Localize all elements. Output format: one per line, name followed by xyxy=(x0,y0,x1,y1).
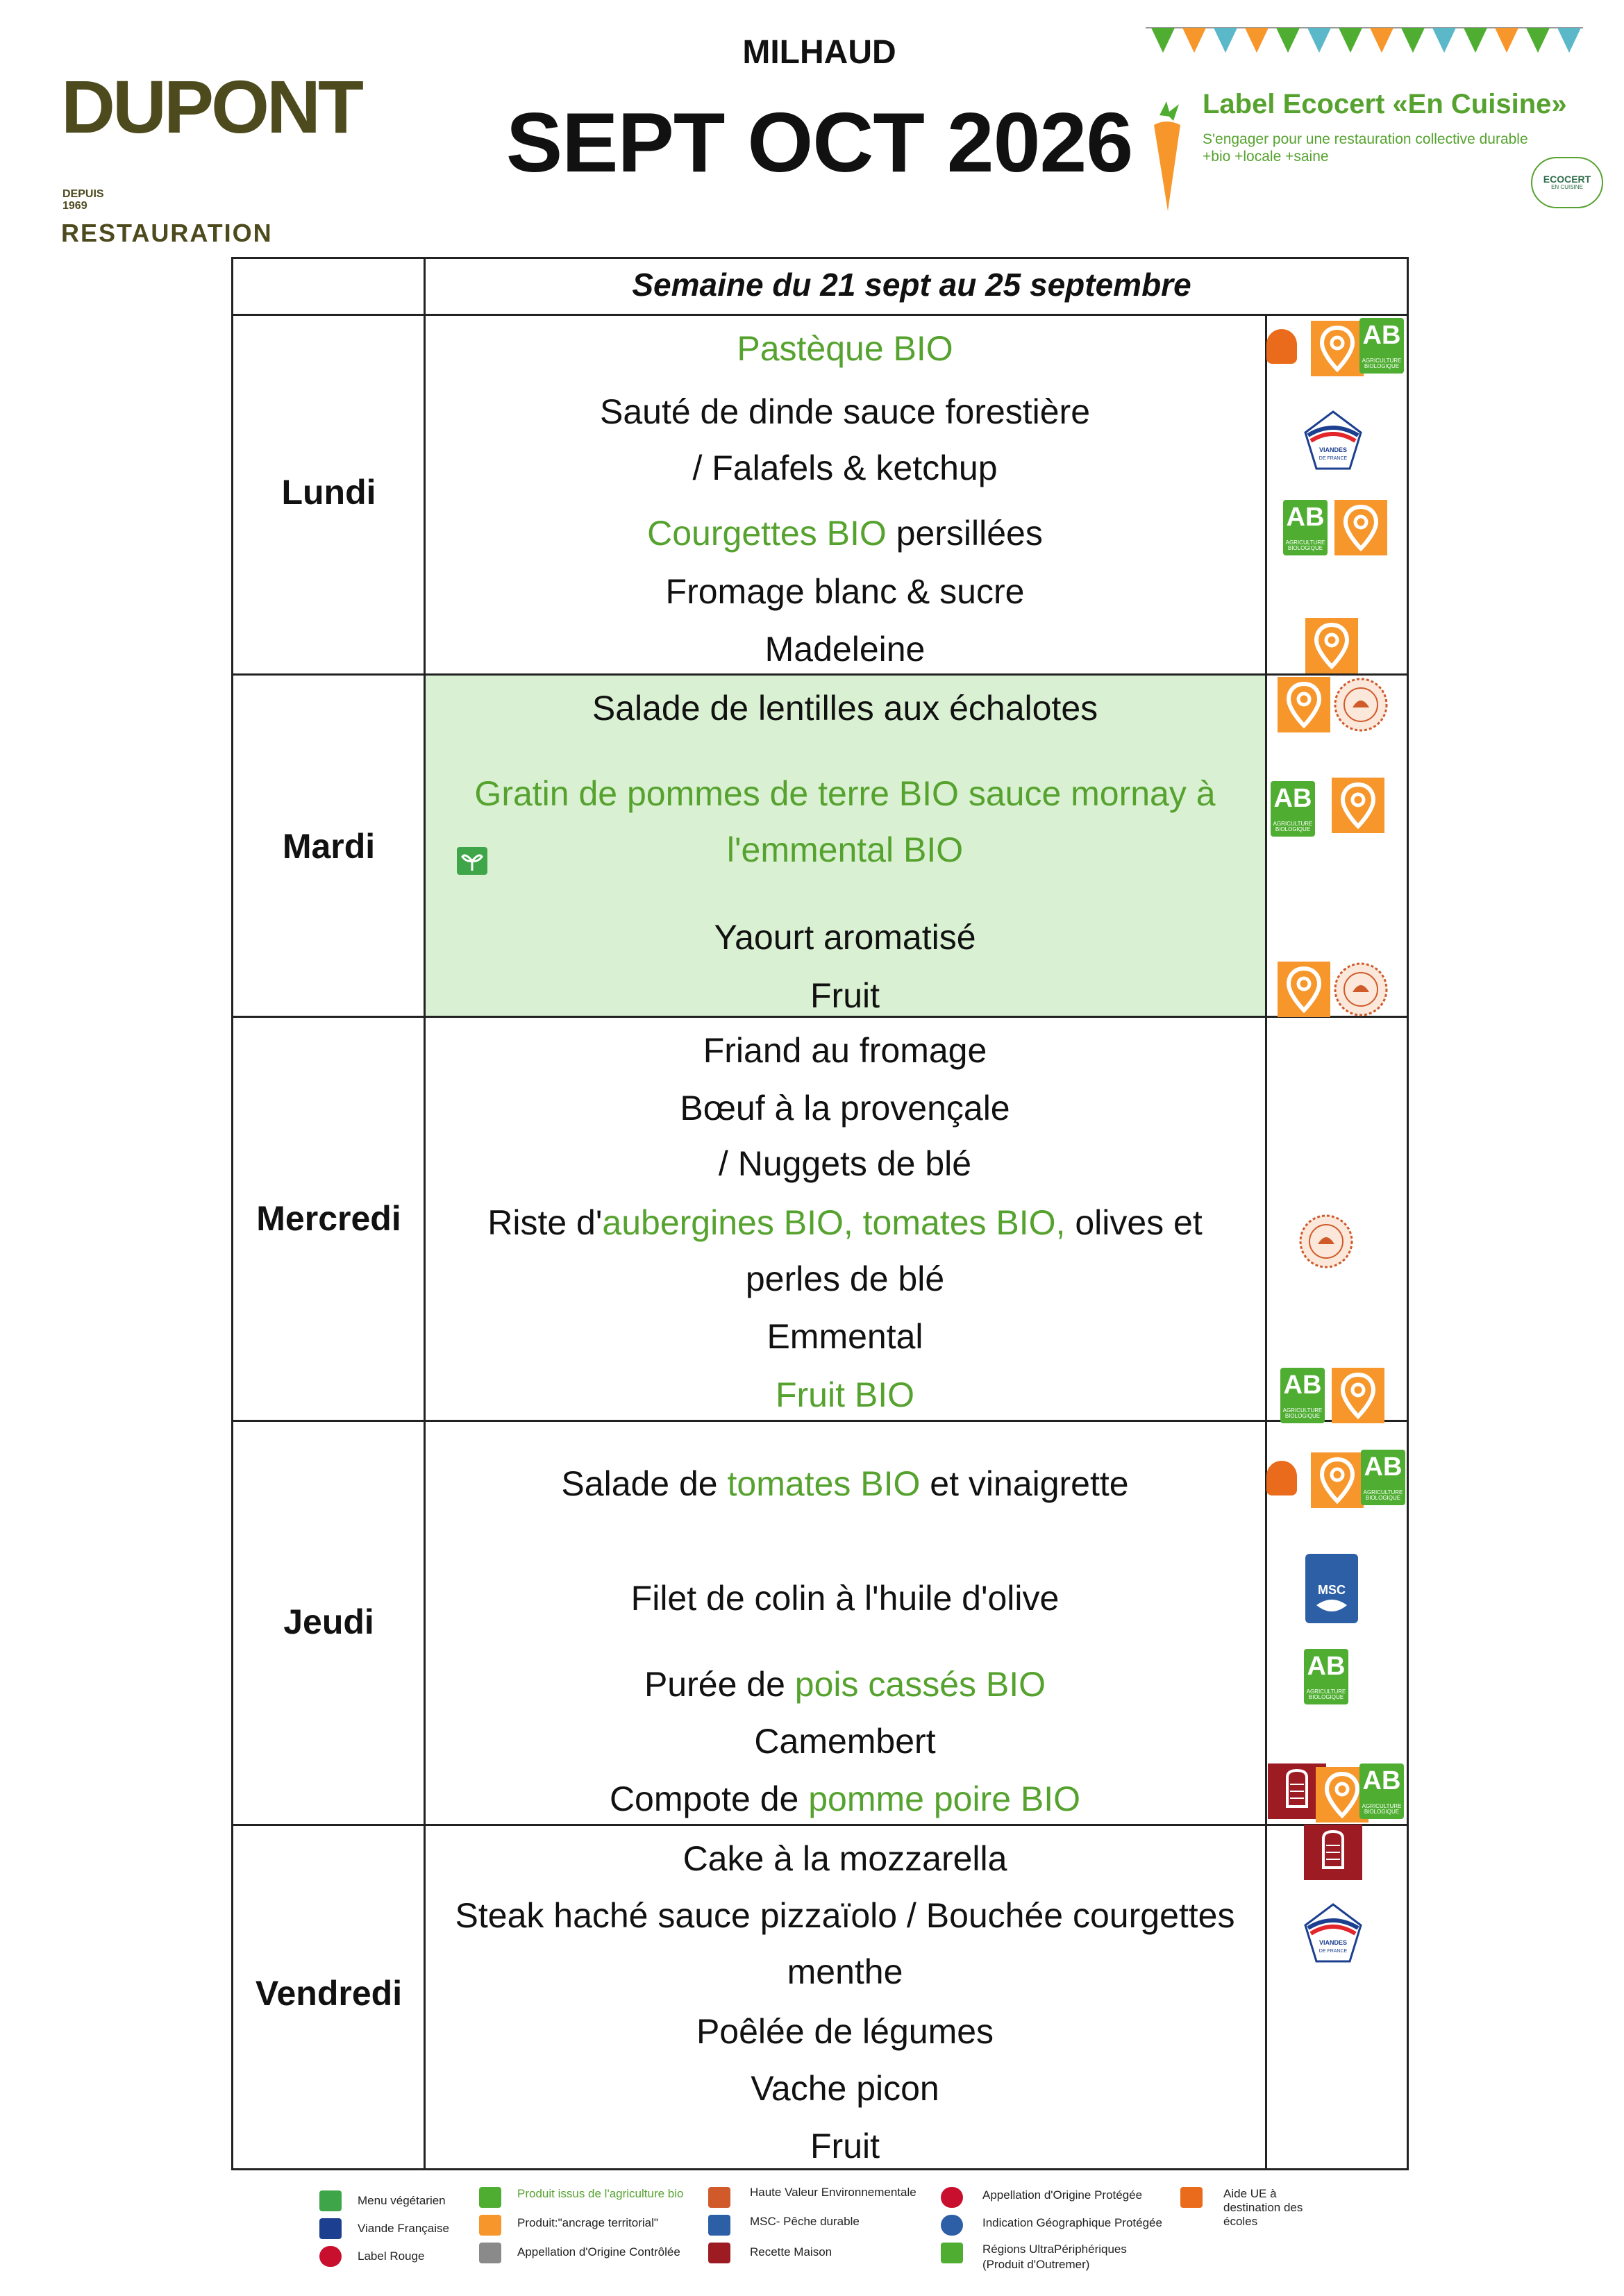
logo-wordmark: DUPONT xyxy=(61,65,361,149)
week-title: Semaine du 21 sept au 25 septembre xyxy=(632,267,1191,303)
territorial-anchor-icon xyxy=(479,2215,501,2236)
bio-ingredient: aubergines BIO, tomates BIO, xyxy=(602,1203,1066,1242)
bio-ingredient: l'emmental BIO xyxy=(726,830,964,869)
organic-ab-icon: AB AGRICULTURE BIOLOGIQUE xyxy=(1283,500,1328,555)
label-rouge-icon xyxy=(319,2246,342,2267)
dish-text: Madeleine xyxy=(764,630,926,669)
dish-line xyxy=(425,822,1265,878)
day-label-jeudi: Jeudi xyxy=(283,1602,374,1641)
logo-since: DEPUIS 1969 xyxy=(62,188,104,212)
legend-label: Haute Valeur Environnementale xyxy=(750,2186,916,2199)
svg-text:VIANDES: VIANDES xyxy=(1319,446,1348,453)
dish-line xyxy=(425,1195,1265,1250)
dish-line xyxy=(425,1251,1265,1307)
legend-label: Appellation d'Origine Contrôlée xyxy=(517,2245,680,2259)
bunting-flags-icon xyxy=(1146,25,1583,60)
dish-line xyxy=(425,1080,1265,1136)
territorial-anchor-icon xyxy=(1311,321,1364,376)
hve-icon xyxy=(708,2187,730,2208)
dish-text: Salade de xyxy=(561,1464,728,1503)
hve-icon xyxy=(1298,1214,1354,1269)
dish-line xyxy=(425,384,1265,439)
fruits-vegetables-icon xyxy=(1266,1461,1297,1495)
dish-line xyxy=(425,1831,1265,1886)
menu-period: SEPT OCT 2026 xyxy=(505,95,1133,190)
organic-ab-icon: AB AGRICULTURE BIOLOGIQUE xyxy=(1359,318,1404,374)
dish-text: Fruit xyxy=(810,976,880,1015)
dish-text: Cake à la mozzarella xyxy=(683,1839,1007,1878)
table-border xyxy=(231,314,1409,316)
legend-label: écoles xyxy=(1223,2215,1258,2228)
bio-ingredient: tomates BIO xyxy=(727,1464,921,1503)
dish-line xyxy=(425,1771,1265,1827)
dish-text: Purée de xyxy=(644,1665,795,1704)
bio-ingredient: Fruit BIO xyxy=(775,1375,915,1414)
dish-line xyxy=(425,2118,1265,2174)
recette-maison-icon xyxy=(708,2243,730,2263)
label-title: Label Ecocert «En Cuisine» xyxy=(1203,89,1567,119)
legend-label: Menu végétarien xyxy=(358,2194,446,2207)
dish-line xyxy=(425,1713,1265,1769)
dish-text: Riste d' xyxy=(487,1203,603,1242)
dish-line xyxy=(425,564,1265,619)
legend-label: Recette Maison xyxy=(750,2245,832,2259)
legend-label: destination des xyxy=(1223,2201,1303,2214)
dish-line xyxy=(425,505,1265,561)
hve-icon xyxy=(1333,677,1389,732)
dish-line xyxy=(425,1944,1265,2000)
dish-text: / Falafels & ketchup xyxy=(692,449,998,487)
vegetarian-menu-icon xyxy=(457,847,487,875)
dish-line xyxy=(425,910,1265,965)
day-label-vendredi: Vendredi xyxy=(255,1974,403,2013)
town-name: MILHAUD xyxy=(742,34,896,71)
svg-text:MSC: MSC xyxy=(1318,1583,1346,1597)
dish-text: Camembert xyxy=(754,1722,936,1761)
viande-francaise-icon xyxy=(1298,406,1368,476)
dish-line xyxy=(425,2004,1265,2059)
dish-line xyxy=(425,968,1265,1023)
dish-text: menthe xyxy=(787,1952,903,1991)
legend-label: Régions UltraPériphériques xyxy=(982,2243,1127,2256)
msc-icon xyxy=(708,2215,730,2236)
dish-line xyxy=(425,1309,1265,1364)
dish-text: Fruit xyxy=(810,2127,880,2165)
legend-label: Aide UE à xyxy=(1223,2187,1277,2200)
table-border xyxy=(1265,314,1267,2170)
dish-text: Filet de colin à l'huile d'olive xyxy=(630,1579,1060,1618)
dish-line xyxy=(425,321,1265,376)
label-tagline: S'engager pour une restauration collective durable +bio +locale +saine xyxy=(1203,131,1528,165)
svg-text:DE FRANCE: DE FRANCE xyxy=(1319,1949,1348,1954)
dish-text: perles de blé xyxy=(745,1259,945,1298)
dish-line xyxy=(425,1888,1265,1943)
territorial-anchor-icon xyxy=(1278,962,1330,1017)
bio-ingredient: pomme poire BIO xyxy=(808,1779,1081,1818)
dish-text: Vache picon xyxy=(751,2069,939,2108)
organic-ab-icon: AB AGRICULTURE BIOLOGIQUE xyxy=(1359,1763,1404,1819)
legend-label: (Produit d'Outremer) xyxy=(982,2258,1090,2271)
dish-line xyxy=(425,1570,1265,1626)
dish-line xyxy=(425,1657,1265,1712)
dish-line xyxy=(425,766,1265,821)
legend-label: Produit issus de l'agriculture bio xyxy=(517,2187,684,2200)
vegetarian-menu-icon xyxy=(319,2190,342,2211)
bio-ingredient: Gratin de pommes de terre BIO sauce mornay à xyxy=(474,774,1216,813)
dish-text: olives et xyxy=(1065,1203,1203,1242)
territorial-anchor-icon xyxy=(1334,500,1387,555)
day-label-lundi: Lundi xyxy=(281,473,376,512)
dish-text: / Nuggets de blé xyxy=(718,1144,972,1183)
dish-line xyxy=(425,1023,1265,1078)
organic-ab-icon xyxy=(479,2187,501,2208)
dish-line xyxy=(425,1367,1265,1423)
dish-text: persillées xyxy=(886,514,1043,553)
organic-ab-icon: AB AGRICULTURE BIOLOGIQUE xyxy=(1304,1649,1348,1704)
viande-francaise-icon xyxy=(1298,1899,1368,1968)
carrot-icon xyxy=(1146,101,1187,212)
legend-label: Label Rouge xyxy=(358,2249,425,2263)
table-border xyxy=(1407,257,1409,2170)
rup-icon xyxy=(941,2243,963,2263)
legend-label: MSC- Pêche durable xyxy=(750,2215,860,2228)
bio-ingredient: Courgettes BIO xyxy=(647,514,887,553)
organic-ab-icon: AB AGRICULTURE BIOLOGIQUE xyxy=(1271,781,1315,837)
territorial-anchor-icon xyxy=(1332,778,1384,833)
territorial-anchor-icon xyxy=(1278,677,1330,732)
dish-text: Salade de lentilles aux échalotes xyxy=(592,689,1098,728)
igp-icon xyxy=(941,2215,963,2236)
dish-text: Sauté de dinde sauce forestière xyxy=(599,392,1091,431)
dish-text: Friand au fromage xyxy=(703,1031,987,1070)
dish-line xyxy=(425,440,1265,496)
legend-label: Indication Géographique Protégée xyxy=(982,2216,1162,2229)
dish-text: Poêlée de légumes xyxy=(696,2012,994,2051)
aoc-icon xyxy=(479,2243,501,2263)
organic-ab-icon: AB AGRICULTURE BIOLOGIQUE xyxy=(1280,1368,1325,1423)
legend-label: Appellation d'Origine Protégée xyxy=(982,2188,1143,2202)
dish-text: et vinaigrette xyxy=(920,1464,1129,1503)
legend-label: Produit:"ancrage territorial" xyxy=(517,2216,658,2229)
dish-text: Fromage blanc & sucre xyxy=(665,572,1025,611)
svg-text:DE FRANCE: DE FRANCE xyxy=(1319,456,1348,461)
dish-line xyxy=(425,1456,1265,1511)
viande-francaise-icon xyxy=(319,2218,342,2239)
territorial-anchor-icon xyxy=(1311,1452,1364,1508)
dish-line xyxy=(425,1136,1265,1191)
dish-text: Emmental xyxy=(767,1317,923,1356)
ecocert-badge-icon: ECOCERT EN CUISINE xyxy=(1531,157,1603,208)
logo-restauration: RESTAURATION xyxy=(61,219,273,247)
bio-ingredient: Pastèque BIO xyxy=(737,329,953,368)
day-label-mardi: Mardi xyxy=(282,827,376,866)
dish-line xyxy=(425,2061,1265,2116)
organic-ab-icon: AB AGRICULTURE BIOLOGIQUE xyxy=(1361,1450,1405,1505)
dish-line xyxy=(425,621,1265,677)
bio-ingredient: pois cassés BIO xyxy=(794,1665,1046,1704)
dish-text: Compote de xyxy=(609,1779,809,1818)
recette-maison-icon xyxy=(1304,1825,1362,1880)
dish-text: Yaourt aromatisé xyxy=(714,918,976,957)
dish-text: Steak haché sauce pizzaïolo / Bouchée courgettes xyxy=(455,1896,1235,1935)
dish-text: Bœuf à la provençale xyxy=(680,1089,1010,1128)
msc-icon xyxy=(1305,1554,1358,1623)
day-label-mercredi: Mercredi xyxy=(256,1199,401,1238)
svg-text:VIANDES: VIANDES xyxy=(1319,1939,1348,1946)
aide-ue-icon xyxy=(1180,2187,1203,2208)
ecocert-label-banner xyxy=(1139,25,1590,212)
legend-label: Viande Française xyxy=(358,2222,449,2235)
table-border xyxy=(231,257,1409,259)
territorial-anchor-icon xyxy=(1305,618,1358,673)
aop-icon xyxy=(941,2187,963,2208)
fruits-vegetables-icon xyxy=(1266,329,1297,364)
territorial-anchor-icon xyxy=(1332,1368,1384,1423)
hve-icon xyxy=(1333,962,1389,1017)
dupont-logo xyxy=(61,65,361,247)
dish-line xyxy=(425,680,1265,736)
